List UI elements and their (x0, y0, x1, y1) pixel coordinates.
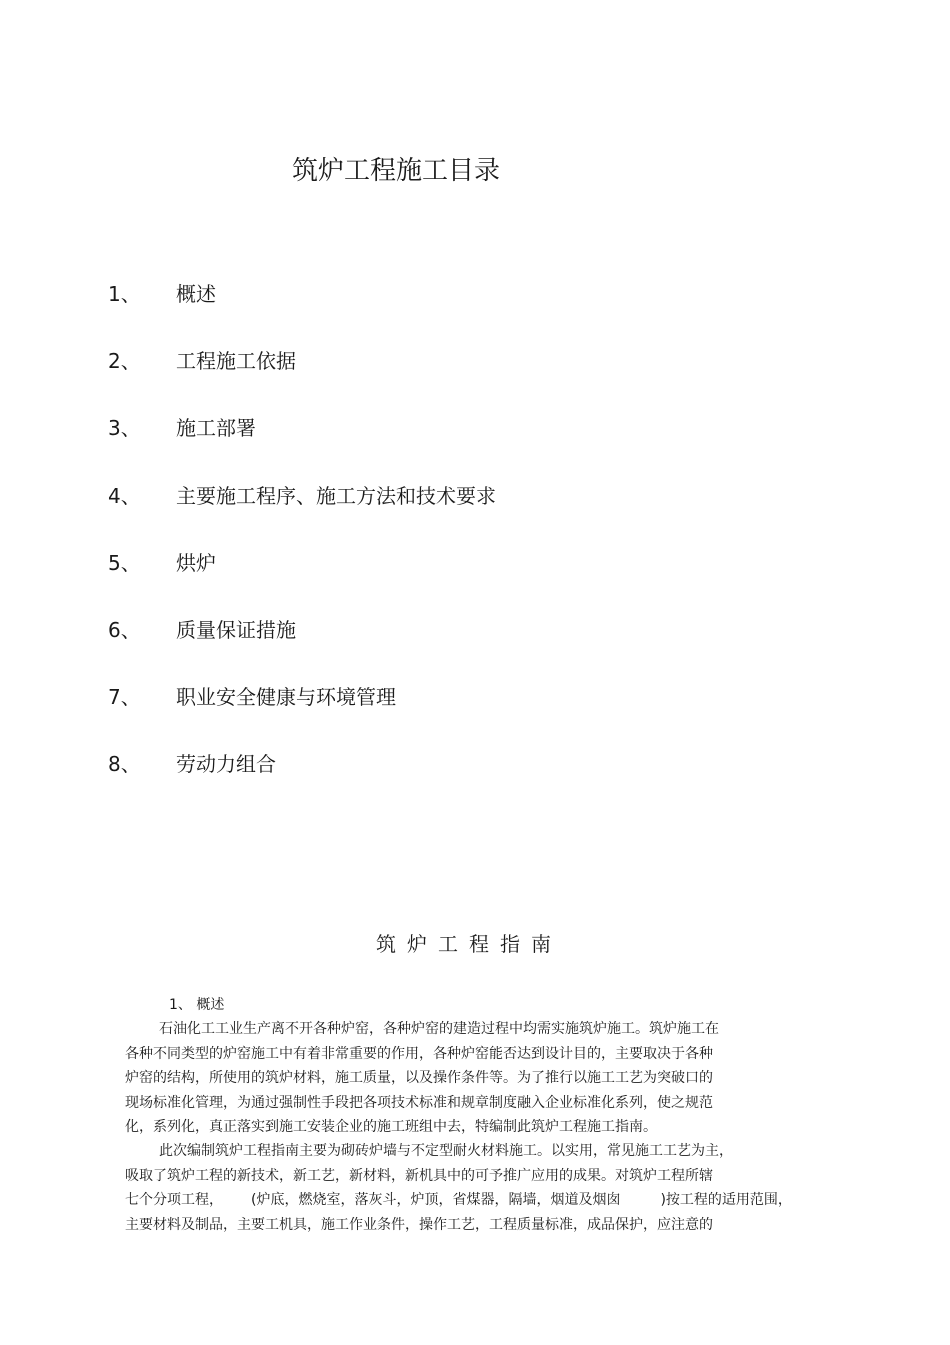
toc-item (108, 412, 496, 479)
section-heading: 1、 概述 (169, 997, 225, 1013)
toc-item-number: 6、 (108, 617, 141, 642)
paragraph-line: 炉窑的结构，所使用的筑炉材料，施工质量，以及操作条件等。为了推行以施工工艺为突破口的 (125, 1070, 713, 1087)
toc-item-label: 工程施工依据 (176, 349, 296, 374)
toc-item-number: 1、 (108, 282, 141, 306)
toc-list (108, 278, 496, 816)
paragraph-line: 石油化工工业生产离不开各种炉窑，各种炉窑的建造过程中均需实施筑炉施工。筑炉施工在 (159, 1021, 719, 1038)
toc-item-number: 8、 (108, 752, 141, 777)
text-segment: 七个分项工程， (125, 1192, 223, 1209)
toc-item-label: 施工部署 (176, 416, 256, 441)
paragraph-line: 吸取了筑炉工程的新技术，新工艺，新材料，新机具中的可予推广应用的成果。对筑炉工程所辖 (125, 1167, 713, 1184)
toc-title: 筑炉工程施工目录 (292, 156, 501, 186)
toc-item (108, 614, 496, 681)
toc-item-number: 3、 (108, 416, 141, 441)
toc-item-label: 概述 (176, 282, 216, 306)
paragraph-line: 此次编制筑炉工程指南主要为砌砖炉墙与不定型耐火材料施工。以实用，常见施工工艺为主， (159, 1143, 733, 1160)
paragraph-line: 各种不同类型的炉窑施工中有着非常重要的作用，各种炉窑能否达到设计目的，主要取决于各种 (125, 1045, 713, 1062)
text-segment: )按工程的适用范围， (660, 1192, 792, 1209)
toc-item-label: 职业安全健康与环境管理 (176, 685, 396, 710)
toc-item (108, 547, 496, 614)
toc-item (108, 278, 496, 345)
paragraph-line: 主要材料及制品，主要工机具，施工作业条件，操作工艺，工程质量标准，成品保护，应注意的 (125, 1216, 713, 1233)
paragraph-line (125, 1188, 825, 1212)
toc-item (108, 345, 496, 412)
toc-item-number: 7、 (108, 685, 141, 710)
paragraph-line: 化，系列化，真正落实到施工安装企业的施工班组中去，特编制此筑炉工程施工指南。 (125, 1118, 657, 1135)
guide-body (125, 993, 825, 1237)
paragraph-line: 现场标准化管理，为通过强制性手段把各项技术标准和规章制度融入企业标准化系列，使之规范 (125, 1094, 713, 1111)
toc-item (108, 480, 496, 547)
guide-title: 筑炉工程指南 (376, 932, 562, 956)
toc-item-label: 质量保证措施 (176, 617, 296, 642)
toc-item-number: 5、 (108, 550, 141, 575)
toc-item-label: 主要施工程序、施工方法和技术要求 (176, 483, 496, 508)
toc-item-number: 4、 (108, 483, 141, 508)
text-segment: (炉底，燃烧室，落灰斗，炉顶，省煤器，隔墙，烟道及烟囱 (251, 1192, 621, 1209)
toc-item (108, 681, 496, 748)
toc-item-label: 劳动力组合 (176, 752, 276, 777)
toc-item-number: 2、 (108, 349, 141, 374)
toc-item (108, 748, 496, 815)
toc-item-label: 烘炉 (176, 550, 216, 575)
